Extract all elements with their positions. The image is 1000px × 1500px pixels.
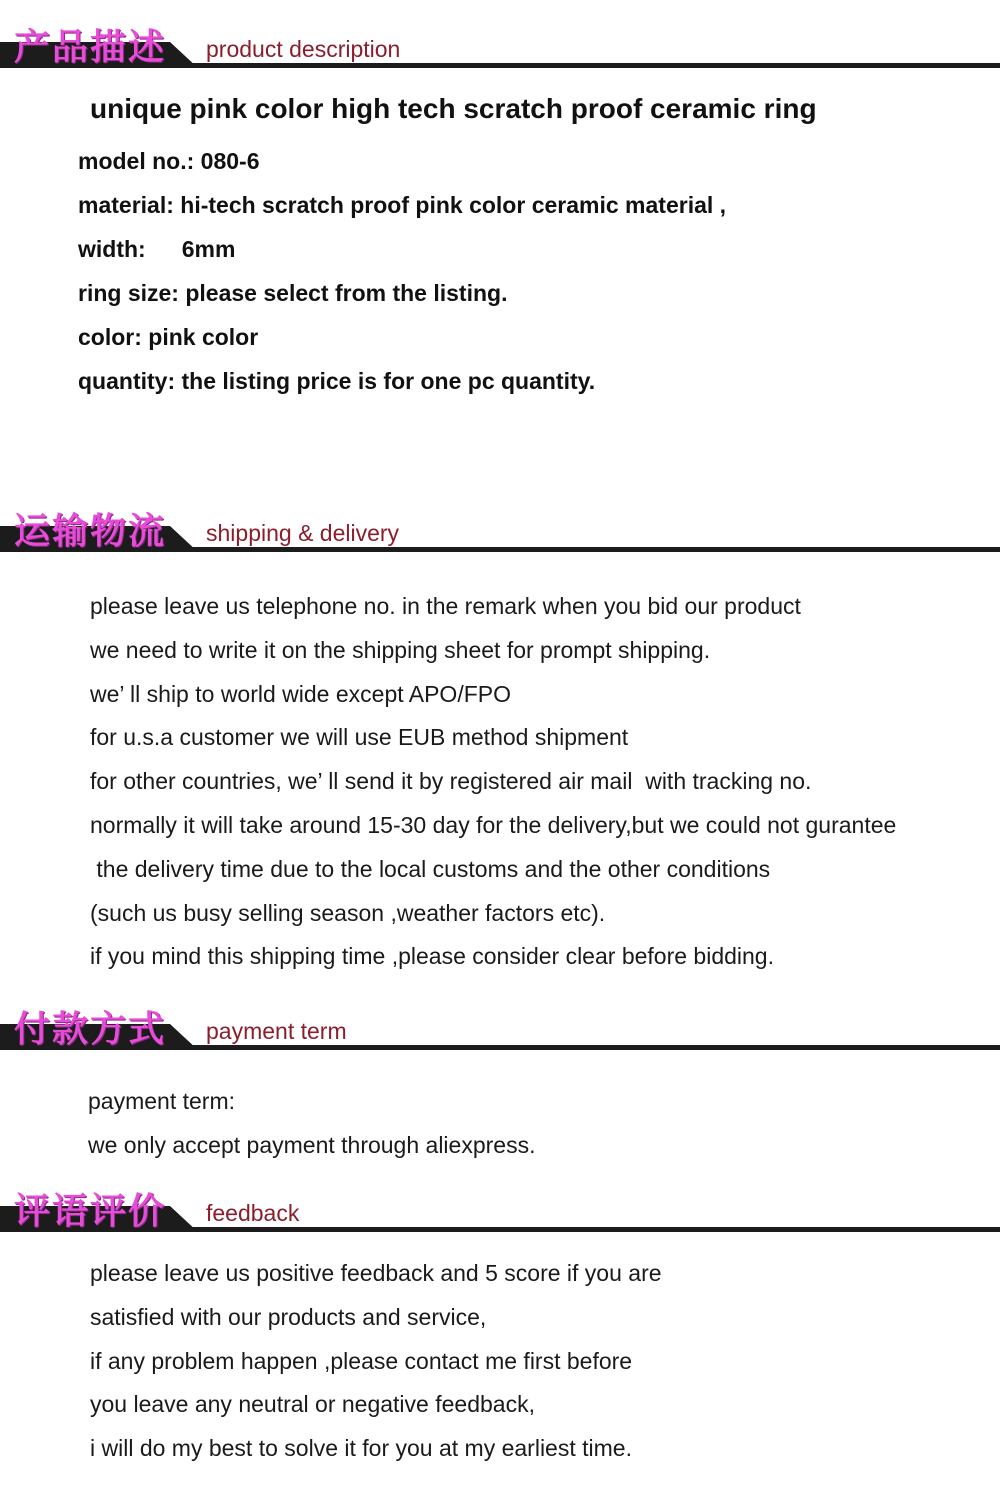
text-line: payment term:: [88, 1088, 235, 1114]
text-line: if any problem happen ,please contact me first before: [90, 1347, 633, 1374]
text-line: if you mind this shipping time ,please consider clear before bidding.: [90, 943, 774, 970]
spec-label: material:: [78, 192, 174, 218]
header-en-title: payment term: [206, 1018, 347, 1044]
spec-value: 080-6: [200, 148, 260, 174]
text-line: we need to write it on the shipping sheet for prompt shipping.: [90, 636, 711, 663]
spec-label: width:: [78, 236, 146, 262]
spec-label: quantity:: [78, 368, 176, 394]
text-line: normally it will take around 15-30 day for the delivery,but we could not gurantee: [90, 811, 897, 838]
text-line: for u.s.a customer we will use EUB method shipment: [90, 724, 629, 751]
section-header-shipping: [0, 502, 1000, 552]
spec-item: [78, 271, 726, 315]
header-cn-title: 产品描述: [14, 27, 167, 68]
text-line: i will do my best to solve it for you at my earliest time.: [90, 1435, 632, 1462]
spec-label: model no.:: [78, 148, 195, 174]
header-en-title: shipping & delivery: [206, 520, 400, 546]
text-line: you leave any neutral or negative feedback,: [90, 1391, 535, 1418]
section-header-feedback: [0, 1182, 1000, 1232]
text-line: please leave us positive feedback and 5 score if you are: [90, 1260, 662, 1286]
spec-item: [78, 227, 726, 271]
spec-item: [78, 183, 726, 227]
section-header-product: [0, 18, 1000, 68]
spec-label: ring size:: [78, 280, 179, 306]
feedback-text: [90, 1252, 662, 1471]
payment-text: [88, 1080, 535, 1168]
text-line: satisfied with our products and service,: [90, 1303, 487, 1330]
spec-value: pink color: [148, 324, 259, 350]
spec-value: hi-tech scratch proof pink color ceramic material ,: [180, 192, 727, 218]
header-cn-title: 评语评价: [14, 1191, 167, 1232]
spec-value: the listing price is for one pc quantity.: [181, 368, 596, 394]
text-line: please leave us telephone no. in the remark when you bid our product: [90, 593, 801, 619]
text-line: we only accept payment through aliexpress.: [88, 1131, 536, 1158]
product-spec-list: [78, 139, 726, 403]
header-en-title: product description: [206, 36, 401, 62]
header-cn-title: 付款方式: [14, 1009, 167, 1050]
text-line: for other countries, we’ ll send it by registered air mail with tracking no.: [90, 768, 812, 795]
spec-item: [78, 139, 726, 183]
spec-item: [78, 315, 726, 359]
text-line: we’ ll ship to world wide except APO/FPO: [90, 680, 511, 707]
text-line: the delivery time due to the local customs and the other conditions: [90, 855, 771, 882]
product-title: unique pink color high tech scratch proof ceramic ring: [90, 93, 817, 124]
header-en-title: feedback: [206, 1200, 300, 1226]
text-line: (such us busy selling season ,weather factors etc).: [90, 899, 606, 926]
spec-item: [78, 359, 726, 403]
section-header-payment: [0, 1000, 1000, 1050]
shipping-text: [90, 585, 896, 979]
spec-label: color:: [78, 324, 142, 350]
spec-value: 6mm: [181, 236, 236, 262]
spec-value: please select from the listing.: [185, 280, 508, 306]
header-cn-title: 运输物流: [14, 511, 167, 552]
